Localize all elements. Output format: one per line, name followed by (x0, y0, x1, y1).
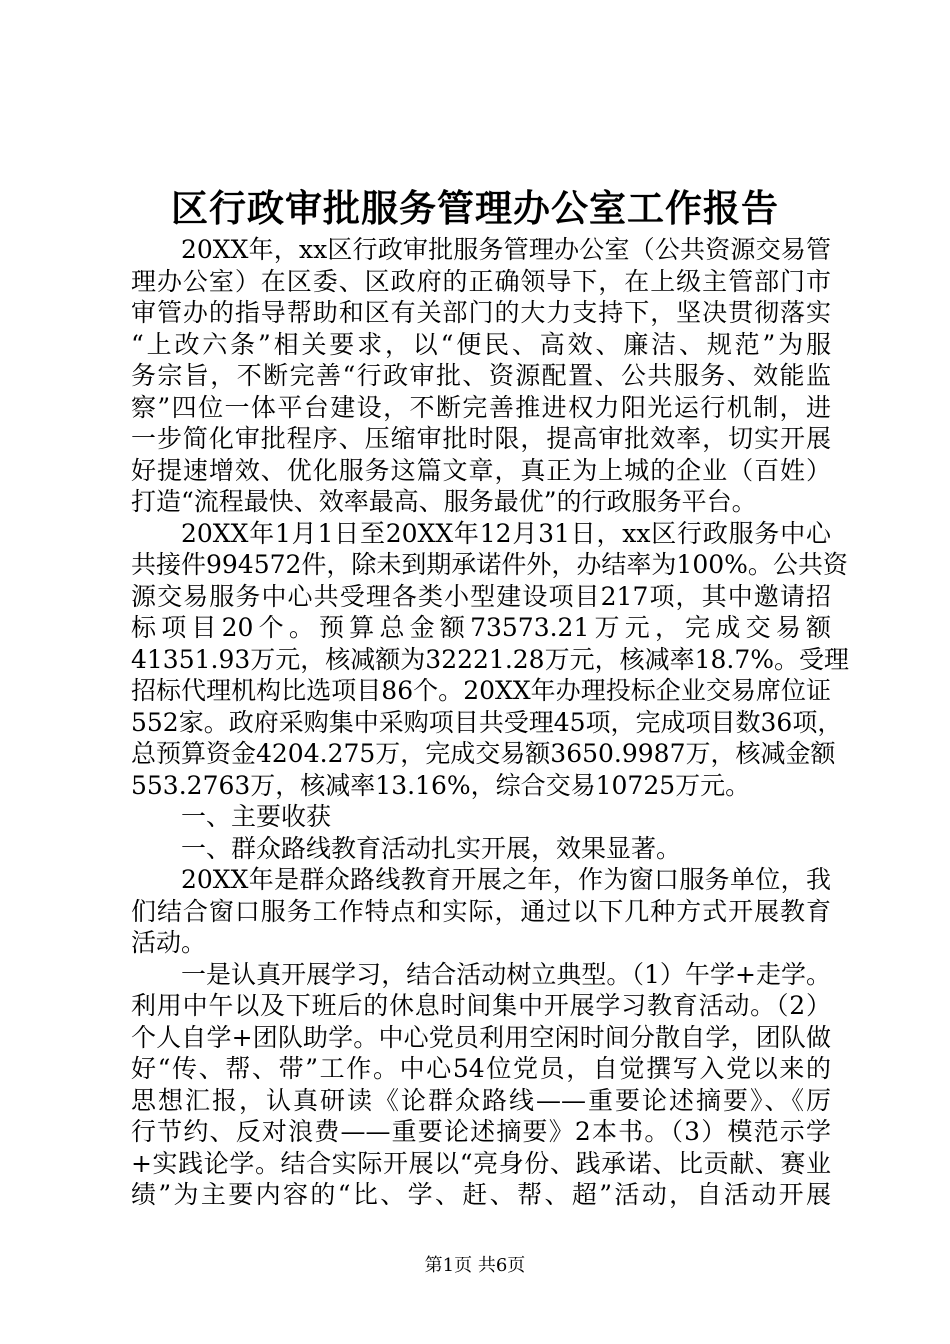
paragraph-line: 思想汇报，认真研读《论群众路线——重要论述摘要》、《厉 (131, 1085, 831, 1115)
section-subheading: 一、群众路线教育活动扎实开展，效果显著。 (181, 833, 682, 863)
paragraph-line: 源交易服务中心共受理各类小型建设项目217项，其中邀请招 (131, 581, 831, 611)
paragraph-line: 一步简化审批程序、压缩审批时限，提高审批效率，切实开展 (131, 424, 831, 453)
paragraph-line: 个人自学+团队助学。中心党员利用空闲时间分散自学，团队做 (131, 1022, 831, 1052)
paragraph-line: 一是认真开展学习，结合活动树立典型。（1）午学+走学。 (181, 959, 831, 989)
paragraph-line: 招标代理机构比选项目86个。20XX年办理投标企业交易席位证 (131, 676, 831, 705)
paragraph-line: “上改六条”相关要求，以“便民、高效、廉洁、规范”为服 (131, 329, 831, 359)
document-title: 区行政审批服务管理办公室工作报告 (171, 186, 779, 230)
paragraph-line: 20XX年，xx区行政审批服务管理办公室（公共资源交易管 (181, 235, 831, 264)
paragraph-line: 好“传、帮、带”工作。中心54位党员，自觉撰写入党以来的 (131, 1054, 831, 1083)
paragraph-line: 20XX年是群众路线教育开展之年，作为窗口服务单位，我 (181, 865, 831, 894)
paragraph-line: 审管办的指导帮助和区有关部门的大力支持下，坚决贯彻落实 (131, 298, 831, 327)
paragraph-line: 共接件994572件，除未到期承诺件外，办结率为100%。公共资 (131, 550, 848, 579)
paragraph-line: +实践论学。结合实际开展以“亮身份、践承诺、比贡献、赛业 (131, 1148, 831, 1178)
paragraph-line: 活动。 (131, 928, 207, 957)
paragraph-line: 总预算资金4204.275万，完成交易额3650.9987万，核减金额 (131, 739, 836, 768)
paragraph-line: 打造“流程最快、效率最高、服务最优”的行政服务平台。 (131, 487, 757, 516)
paragraph-line: 552家。政府采购集中采购项目共受理45项，完成项目数36项， (131, 707, 843, 737)
paragraph-line: 20XX年1月1日至20XX年12月31日，xx区行政服务中心 (181, 518, 831, 548)
paragraph-line: 察”四位一体平台建设，不断完善推进权力阳光运行机制，进 (131, 392, 831, 422)
paragraph-line: 行节约、反对浪费——重要论述摘要》2本书。（3）模范示学 (131, 1117, 831, 1146)
document-body (131, 234, 849, 1211)
page-footer: 第1页 共6页 (424, 1255, 526, 1276)
paragraph-line: 们结合窗口服务工作特点和实际，通过以下几种方式开展教育 (131, 896, 831, 926)
paragraph-line: 41351.93万元，核减额为32221.28万元，核减率18.7%。受理 (131, 644, 849, 674)
paragraph-line: 标项目20个。预算总金额73573.21万元，完成交易额 (131, 613, 831, 642)
section-heading: 一、主要收获 (181, 802, 332, 831)
paragraph-line: 绩”为主要内容的“比、学、赶、帮、超”活动，自活动开展 (131, 1180, 831, 1209)
paragraph-line: 553.2763万，核减率13.16%，综合交易10725万元。 (131, 770, 751, 800)
paragraph-line: 理办公室）在区委、区政府的正确领导下，在上级主管部门市 (131, 266, 831, 296)
paragraph-line: 利用中午以及下班后的休息时间集中开展学习教育活动。（2） (131, 991, 831, 1020)
paragraph-line: 务宗旨，不断完善“行政审批、资源配置、公共服务、效能监 (131, 361, 831, 390)
paragraph-line: 好提速增效、优化服务这篇文章，真正为上城的企业（百姓） (131, 455, 831, 485)
